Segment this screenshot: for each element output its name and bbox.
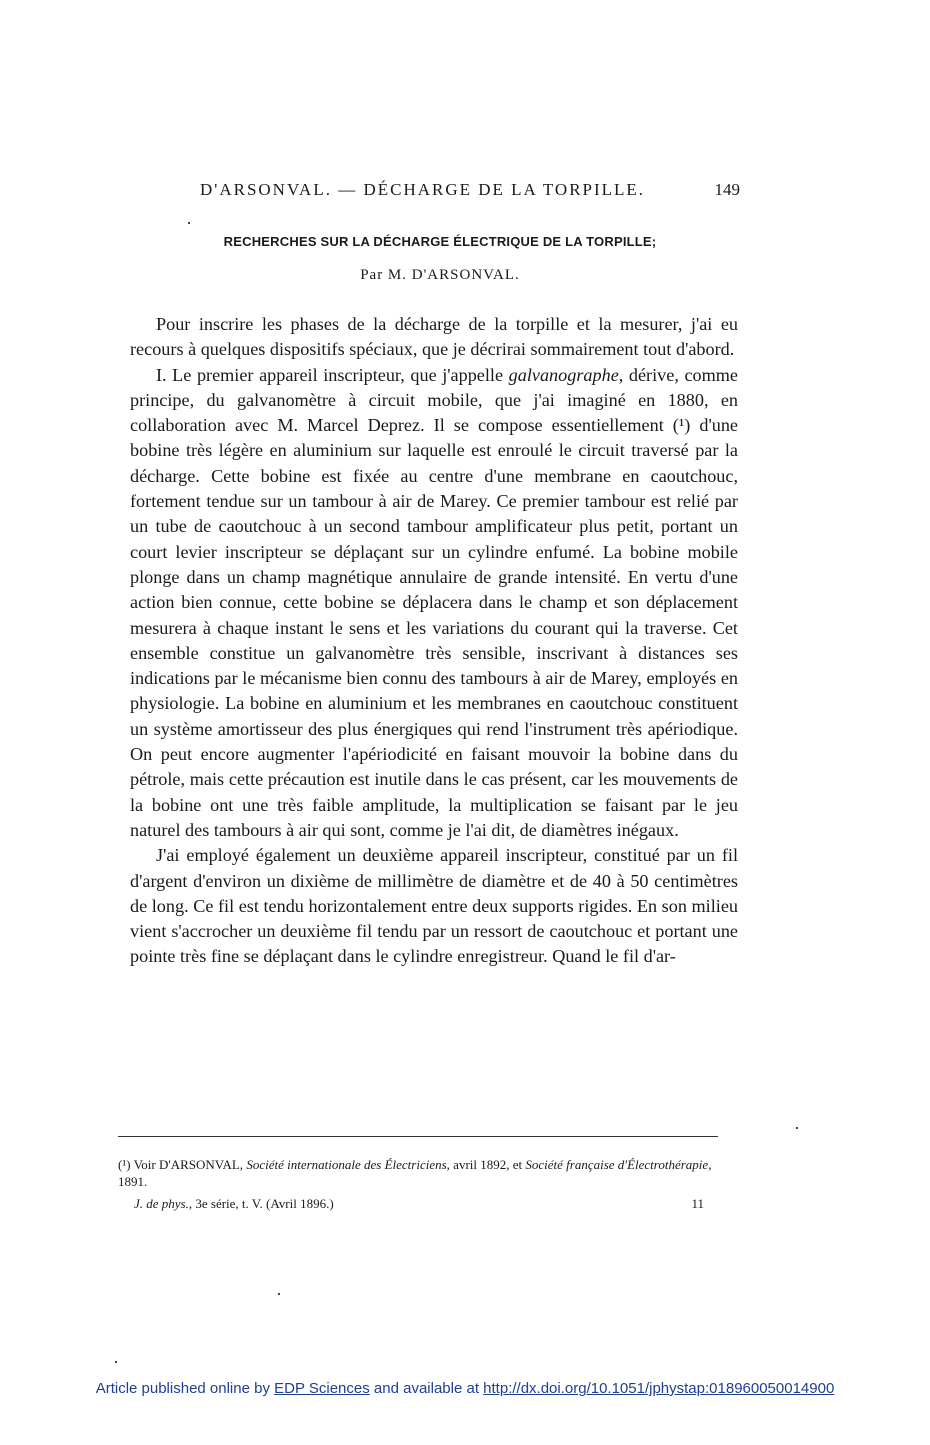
publication-footer — [0, 1380, 930, 1397]
publisher-link[interactable]: EDP Sciences — [274, 1380, 370, 1397]
scan-speck — [278, 1293, 280, 1295]
footnote — [118, 1156, 722, 1190]
scan-speck — [796, 1127, 798, 1129]
journal-volume: , 3e série, t. V. (Avril 1896.) — [188, 1196, 334, 1211]
article-title: RECHERCHES SUR LA DÉCHARGE ÉLECTRIQUE DE LA TORPILLE; — [223, 234, 657, 249]
publication-middle: and available at — [369, 1380, 484, 1397]
footnote-suffix: , 1891. — [118, 1157, 712, 1189]
page-number: 149 — [714, 180, 740, 199]
footnote-prefix: (¹) Voir D'ARSONVAL, — [118, 1157, 247, 1172]
scan-speck — [188, 222, 190, 224]
footnote-source-2: Société française d'Électrothérapie — [525, 1157, 709, 1172]
footnote-divider — [118, 1136, 718, 1137]
paragraph-2-rest: , dérive, comme principe, du galvanomètre à circuit mobile, que j'ai imaginé en 1880, en collaboration avec M. Marcel Deprez. Il se compose essentiellement (¹) d'une bobine très légère en aluminium sur laquelle est enroulé le circuit traversé par la décharge. Cette bobine est fixée au centre d'une membrane en caoutchouc, fortement tendue sur un tambour à air de Marey. Ce premier tambour est relié par un tube de caoutchouc à un second tambour amplificateur plus petit, portant un court levier inscripteur se déplaçant sur un cylindre enfumé. La bobine mobile plonge dans un champ magnétique annulaire de grande intensité. En vertu d'une action bien connue, cette bobine se déplacera dans le champ et son déplacement mesurera à chaque instant le sens et les variations du courant qui la traverse. Cet ensemble constitue un galvanomètre très sensible, inscrivant à distances ses indications par le mécanisme bien connu des tambours à air de Marey, employés en physiologie. La bobine en aluminium et les membranes en caoutchouc constituent un système amortisseur des plus énergiques qui rend l'instrument très apériodique. On peut encore augmenter l'apériodicité en faisant mouvoir la bobine dans du pétrole, mais cette précaution est inutile dans le cas présent, car les mouvements de la bobine ont une très faible amplitude, la multiplication se faisant par le jeu naturel des tambours à air qui sont, comme je l'ai dit, de diamètres inégaux. — [130, 364, 738, 840]
sheet-number: 11 — [691, 1196, 704, 1211]
publication-prefix: Article published online by — [95, 1380, 275, 1397]
footnote-middle: , avril 1892, et — [446, 1157, 526, 1172]
article-byline: Par M. D'ARSONVAL. — [360, 267, 520, 283]
journal-name: J. de phys. — [134, 1196, 189, 1211]
paragraph-2 — [130, 363, 738, 844]
scan-speck — [115, 1361, 117, 1363]
article-body — [130, 312, 738, 970]
footnote-source-1: Société internationale des Électriciens — [246, 1157, 447, 1172]
running-head-title: D'ARSONVAL. — DÉCHARGE DE LA TORPILLE. — [200, 180, 646, 199]
journal-reference — [134, 1196, 704, 1212]
doi-link[interactable]: http://dx.doi.org/10.1051/jphystap:018960050014900 — [483, 1380, 835, 1397]
paragraph-2-start: I. Le premier appareil inscripteur, que j'appelle — [156, 364, 509, 385]
paragraph-3: J'ai employé également un deuxième appareil inscripteur, constitué par un fil d'argent d'environ un dixième de millimètre de diamètre et de 40 à 50 centimètres de long. Ce fil est tendu horizontalement entre deux supports rigides. En son milieu vient s'accrocher un deuxième fil tendu par un ressort de caoutchouc et portant une pointe très fine se déplaçant dans le cylindre enregistreur. Quand le fil d'ar- — [130, 845, 738, 967]
paragraph-2-term: galvanographe — [508, 364, 619, 385]
paragraph-1: Pour inscrire les phases de la décharge de la torpille et la mesurer, j'ai eu recours à quelques dispositifs spéciaux, que je décrirai sommairement tout d'abord. — [130, 314, 738, 360]
